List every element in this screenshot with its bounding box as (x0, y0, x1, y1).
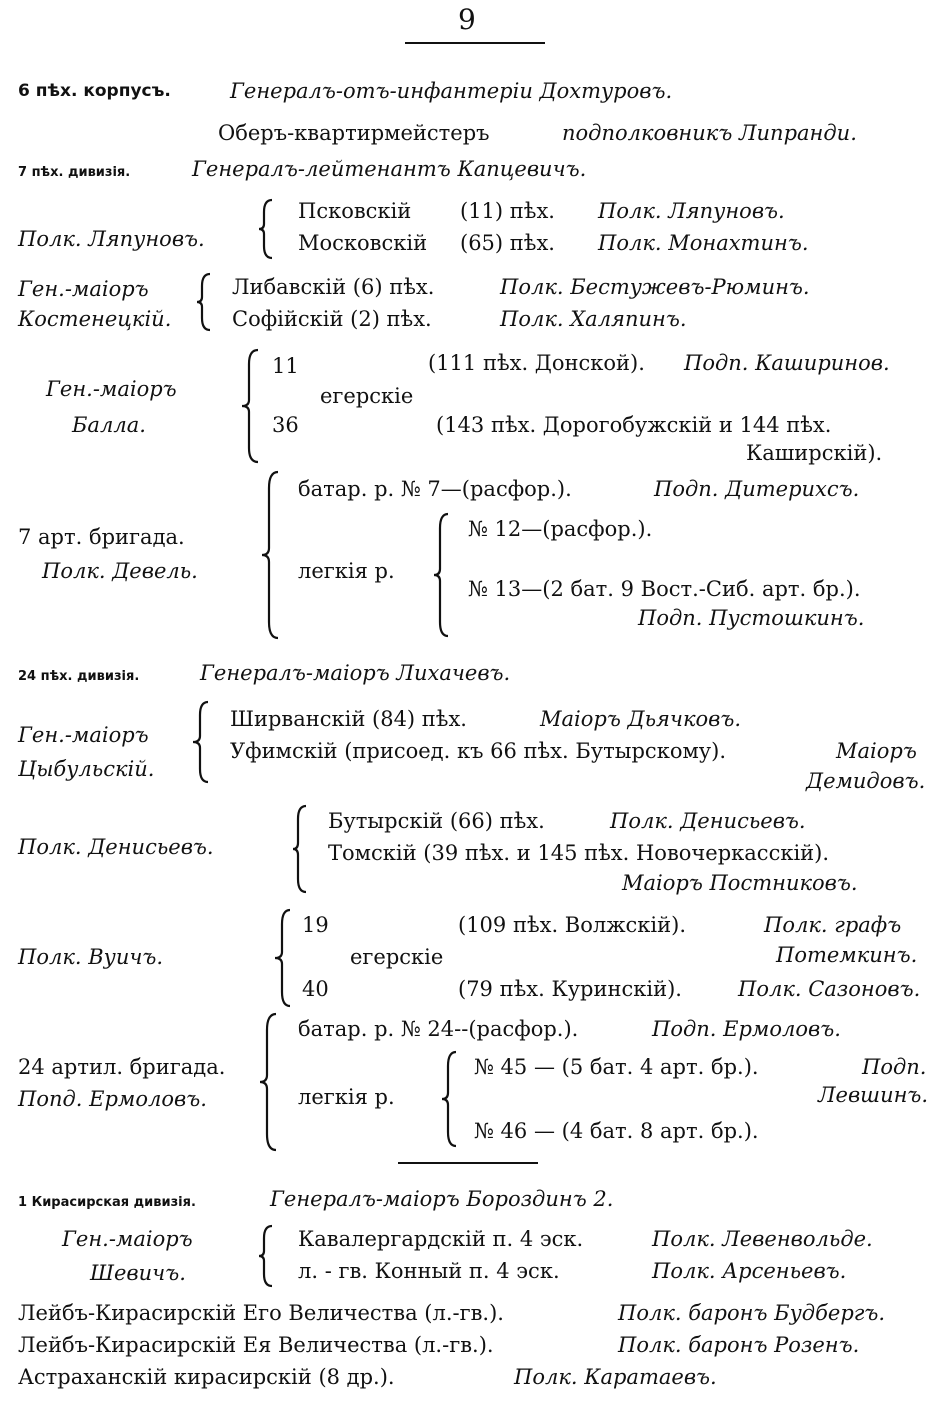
page-number: 9 (458, 3, 476, 36)
brace (240, 348, 264, 464)
jager-label-24: егерскіе (350, 945, 444, 969)
light-batteries-label: легкія р. (298, 559, 395, 583)
div7-artillery-commander: Полк. Девель. (42, 559, 198, 583)
jager-19-regiment: (109 пѣх. Волжскій). (458, 913, 687, 937)
div24-g1-commander-name: Цыбульскій. (18, 757, 155, 781)
jager-number-40: 40 (302, 977, 329, 1001)
regiment-libau-commander: Полк. Бестужевъ-Рюминъ. (500, 275, 810, 299)
regiment-moscow-commander: Полк. Монахтинъ. (598, 231, 809, 255)
cuir-g1-commander-rank: Ген.-маіоръ (62, 1227, 193, 1251)
jager-number-19: 19 (302, 913, 329, 937)
brace (274, 908, 296, 1008)
corps-commander: Генералъ-отъ-инфантеріи Дохтуровъ. (230, 79, 673, 103)
header-rule (405, 42, 545, 44)
regiment-pskov-number: (11) пѣх. (460, 199, 555, 223)
regiment-pskov: Псковскій (298, 199, 412, 223)
qm-role: Оберъ-квартирмейстеръ (218, 121, 490, 145)
jager-11-regiment: (111 пѣх. Донской). (428, 351, 645, 375)
div7-artillery-name: 7 арт. бригада. (18, 525, 185, 549)
regiment-sofia: Софійскій (2) пѣх. (232, 307, 432, 331)
jager-40-commander: Полк. Сазоновъ. (738, 977, 921, 1001)
battery-45-commander-name: Левшинъ. (818, 1083, 929, 1107)
regiment-life-cuirassier-her: Лейбъ-Кирасирскій Ея Величества (л.-гв.). (18, 1333, 494, 1357)
brace (440, 1050, 462, 1148)
regiment-chevalier-guard: Кавалергардскій п. 4 эск. (298, 1227, 584, 1251)
div24-name: 24 пѣх. дивизія. (18, 669, 140, 684)
div7-g1-commander: Полк. Ляпуновъ. (18, 227, 205, 251)
regiment-tomsk-commander: Маіоръ Постниковъ. (622, 871, 858, 895)
jager-11-commander: Подп. Каширинов. (684, 351, 890, 375)
regiment-moscow-number: (65) пѣх. (460, 231, 555, 255)
battery-45-commander-rank: Подп. (862, 1055, 927, 1079)
jager-36-regiment: (143 пѣх. Дорогобужскій и 144 пѣх. (436, 413, 832, 437)
light-batteries-label-24: легкія р. (298, 1085, 395, 1109)
battery-13: № 13—(2 бат. 9 Вост.-Сиб. арт. бр.). (468, 577, 861, 601)
regiment-life-cuirassier-his-commander: Полк. баронъ Будбергъ. (618, 1301, 886, 1325)
regiment-life-cuirassier-his: Лейбъ-Кирасирскій Его Величества (л.-гв.). (18, 1301, 504, 1325)
battery-24: батар. р. № 24--(расфор.). (298, 1017, 579, 1041)
regiment-pskov-commander: Полк. Ляпуновъ. (598, 199, 785, 223)
cuir-commander: Генералъ-маіоръ Бороздинъ 2. (270, 1187, 614, 1211)
regiment-horse-guard: л. - гв. Конный п. 4 эск. (298, 1259, 560, 1283)
div7-g3-commander-name: Балла. (72, 413, 146, 437)
div7-name: 7 пѣх. дивизія. (18, 165, 131, 180)
jager-label: егерскіе (320, 384, 414, 408)
brace (258, 1224, 278, 1288)
jager-number-36: 36 (272, 413, 299, 437)
corps-name: 6 пѣх. корпусъ. (18, 81, 171, 101)
div24-g1-commander-rank: Ген.-маіоръ (18, 723, 149, 747)
battery-45: № 45 — (5 бат. 4 арт. бр.). (474, 1055, 759, 1079)
jager-19-commander-name: Потемкинъ. (776, 943, 918, 967)
div24-g3-commander: Полк. Вуичъ. (18, 945, 164, 969)
regiment-life-cuirassier-her-commander: Полк. баронъ Розенъ. (618, 1333, 860, 1357)
qm-name: подполковникъ Липранди. (562, 121, 857, 145)
div24-artillery-name: 24 артил. бригада. (18, 1055, 226, 1079)
brace (432, 512, 454, 640)
brace (260, 470, 284, 640)
regiment-astrakhan: Астраханскій кирасирскій (8 др.). (18, 1365, 395, 1389)
regiment-butyrsk: Бутырскій (66) пѣх. (328, 809, 545, 833)
battery-13-commander: Подп. Пустошкинъ. (638, 606, 865, 630)
cuir-name: 1 Кирасирская дивизія. (18, 1195, 196, 1210)
regiment-tomsk: Томскій (39 пѣх. и 145 пѣх. Новочеркасскій). (328, 841, 830, 865)
regiment-chevalier-guard-commander: Полк. Левенвольде. (652, 1227, 873, 1251)
brace (196, 272, 216, 332)
brace (258, 198, 278, 260)
battery-24-commander: Подп. Ермоловъ. (652, 1017, 841, 1041)
regiment-horse-guard-commander: Полк. Арсеньевъ. (652, 1259, 847, 1283)
regiment-sofia-commander: Полк. Халяпинъ. (500, 307, 687, 331)
battery-7: батар. р. № 7—(расфор.). (298, 477, 572, 501)
cuir-g1-commander-name: Шевичъ. (90, 1261, 186, 1285)
regiment-ufa-commander-rank: Маіоръ (836, 739, 917, 763)
regiment-butyrsk-commander: Полк. Денисьевъ. (610, 809, 806, 833)
div24-artillery-commander: Попд. Ермоловъ. (18, 1087, 207, 1111)
battery-7-commander: Подп. Дитерихсъ. (654, 477, 860, 501)
brace (292, 804, 312, 894)
jager-number-11: 11 (272, 354, 299, 378)
brace (192, 700, 214, 784)
battery-12: № 12—(расфор.). (468, 517, 653, 541)
regiment-libau: Либавскій (6) пѣх. (232, 275, 435, 299)
div7-commander: Генералъ-лейтенантъ Капцевичъ. (192, 157, 587, 181)
brace (258, 1012, 282, 1152)
regiment-astrakhan-commander: Полк. Каратаевъ. (514, 1365, 717, 1389)
regiment-moscow: Московскій (298, 231, 428, 255)
jager-40-regiment: (79 пѣх. Куринскій). (458, 977, 682, 1001)
div24-g2-commander: Полк. Денисьевъ. (18, 835, 214, 859)
div7-g2-commander-rank: Ген.-маіоръ (18, 277, 149, 301)
div24-commander: Генералъ-маіоръ Лихачевъ. (200, 661, 511, 685)
regiment-ufa-commander-name: Демидовъ. (806, 769, 926, 793)
jager-36-regiment-cont: Каширскій). (746, 441, 883, 465)
div7-g2-commander-name: Костенецкій. (18, 307, 172, 331)
battery-46: № 46 — (4 бат. 8 арт. бр.). (474, 1119, 759, 1143)
regiment-shirvan: Ширванскій (84) пѣх. (230, 707, 467, 731)
regiment-shirvan-commander: Маіоръ Дьячковъ. (540, 707, 742, 731)
section-rule (398, 1162, 538, 1164)
jager-19-commander: Полк. графъ (764, 913, 902, 937)
div7-g3-commander-rank: Ген.-маіоръ (46, 377, 177, 401)
regiment-ufa: Уфимскій (присоед. къ 66 пѣх. Бутырскому). (230, 739, 727, 763)
